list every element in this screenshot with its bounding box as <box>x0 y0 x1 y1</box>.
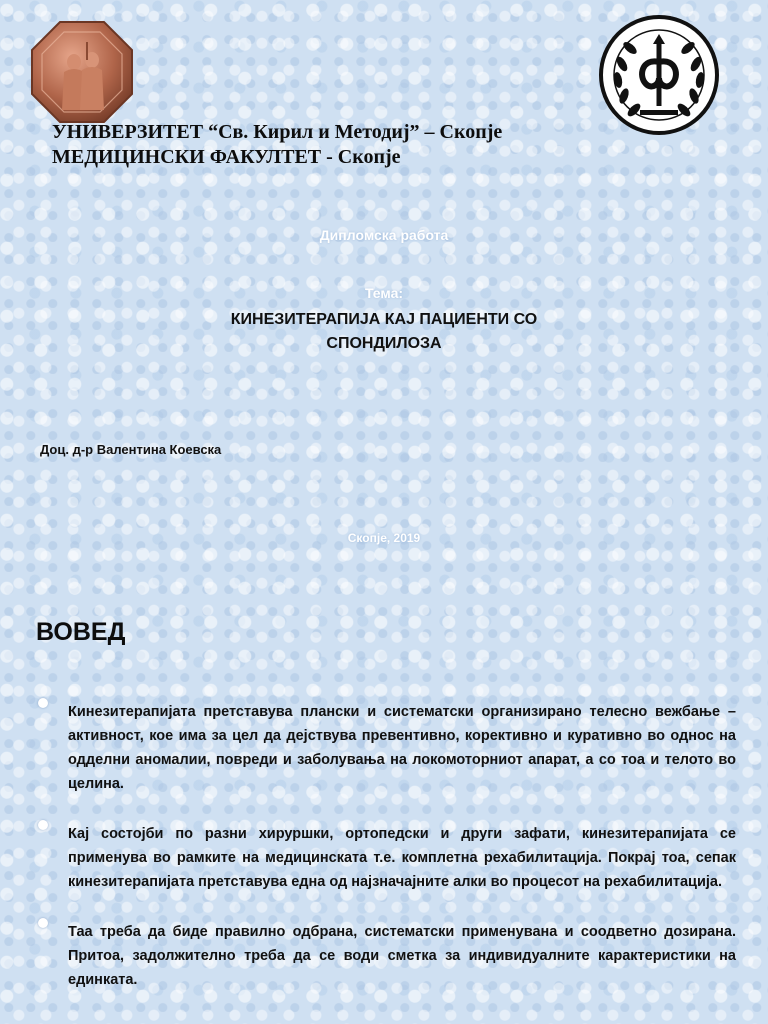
bullet-dot-icon <box>38 918 48 928</box>
thesis-title-line-1: КИНЕЗИТЕРАПИЈА КАЈ ПАЦИЕНТИ СО <box>230 311 538 328</box>
slide-title: ВОВЕД <box>36 618 126 646</box>
bullet-text: Кинезитерапијата претставува плански и систематски организирано телесно вежбање – активност, кое има за цел да дејствува превентивно, корективно и куративно во однос на одделни аномалии, повреди и заболувања на локомоторниот апарат, а со тоа и телото во целина. <box>68 704 736 792</box>
list-item <box>36 920 736 992</box>
university-name: УНИВЕРЗИТЕТ “Св. Кирил и Методиј” – Скопје <box>52 121 503 143</box>
faculty-emblem-icon <box>598 14 720 136</box>
bullet-list <box>36 700 736 1018</box>
thesis-type-label: Дипломска работа <box>319 227 449 243</box>
university-seal-icon <box>30 20 134 124</box>
place-and-year: Скопје, 2019 <box>347 531 421 545</box>
list-item <box>36 700 736 796</box>
list-item <box>36 822 736 894</box>
bullet-text: Таа треба да биде правилно одбрана, систематски применувана и соодветно дозирана. Притоа, задолжително треба да се води сметка за индивидуалните карактеристики на единката. <box>68 924 736 988</box>
thesis-title-line-2: СПОНДИЛОЗА <box>326 335 442 352</box>
thesis-title <box>184 308 584 356</box>
faculty-name: МЕДИЦИНСКИ ФАКУЛТЕТ - Скопје <box>52 146 401 168</box>
mentor-name: Доц. д-р Валентина Коевска <box>40 442 222 457</box>
bullet-text: Кај состојби по разни хируршки, ортопедски и други зафати, кинезитерапијата се применува во рамките на медицинската т.е. комплетна рехабилитација. Покрај тоа, сепак кинезитерапијата претставува една од најзначајните алки во процесот на рехабилитација. <box>68 826 736 890</box>
introduction-slide <box>0 584 768 1024</box>
institution-header <box>52 120 612 170</box>
bullet-dot-icon <box>38 820 48 830</box>
topic-label: Тема: <box>364 285 404 301</box>
bullet-dot-icon <box>38 698 48 708</box>
